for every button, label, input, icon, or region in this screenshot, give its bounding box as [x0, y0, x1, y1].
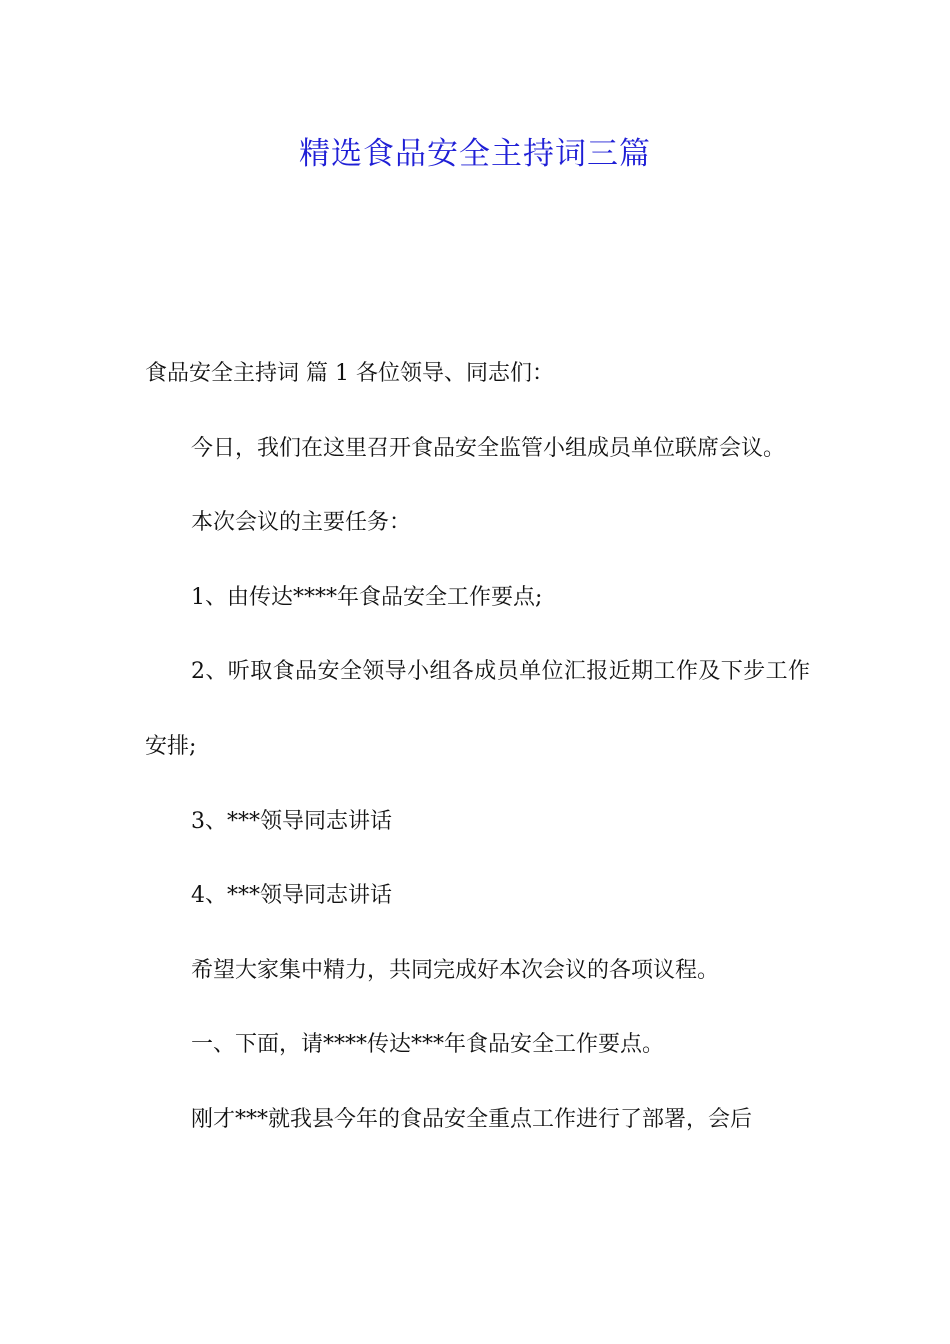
document-title: 精选食品安全主持词三篇 [299, 136, 651, 172]
paragraph: 刚才***就我县今年的食品安全重点工作进行了部署，会后 [191, 1106, 753, 1132]
paragraph: 4、***领导同志讲话 [191, 883, 392, 909]
paragraph: 3、***领导同志讲话 [191, 808, 392, 834]
paragraph: 2、听取食品安全领导小组各成员单位汇报近期工作及下步工作安排; [145, 659, 810, 759]
paragraph: 希望大家集中精力，共同完成好本次会议的各项议程。 [191, 957, 720, 983]
document-body [145, 337, 810, 1158]
paragraph: 食品安全主持词 篇 1 各位领导、同志们： [145, 361, 554, 386]
paragraph: 今日，我们在这里召开食品安全监管小组成员单位联席会议。 [191, 435, 786, 461]
paragraph: 1、由传达****年食品安全工作要点; [191, 584, 543, 610]
paragraph: 一、下面，请****传达***年食品安全工作要点。 [191, 1032, 665, 1058]
paragraph: 本次会议的主要任务： [191, 510, 412, 536]
